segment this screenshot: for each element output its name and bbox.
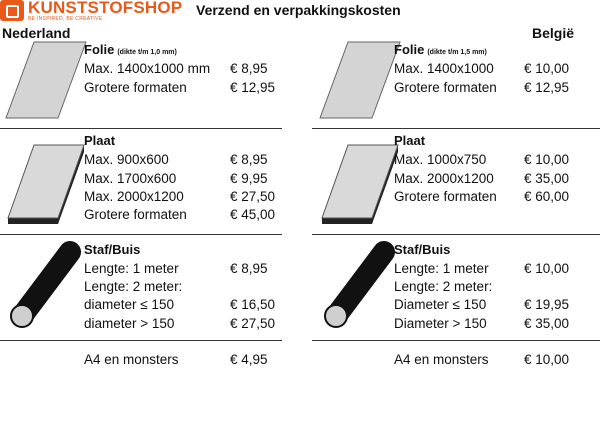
- section-title-folie: [394, 42, 487, 57]
- section-title-staf: Staf/Buis: [394, 242, 451, 257]
- price-value: € 60,00: [524, 189, 570, 204]
- price-label: Max. 1000x750: [394, 152, 487, 167]
- section-title-plaat: Plaat: [84, 133, 116, 148]
- price-value: € 12,95: [524, 80, 570, 95]
- price-label: Grotere formaten: [84, 80, 187, 95]
- price-value: € 19,95: [524, 297, 570, 312]
- country-netherlands: Nederland: [2, 25, 71, 41]
- price-value: € 9,95: [230, 171, 268, 186]
- divider: [0, 340, 282, 341]
- price-value: € 27,50: [230, 189, 276, 204]
- section-title-text: Folie: [394, 42, 425, 57]
- price-label: Diameter > 150: [394, 316, 487, 331]
- price-value: € 12,95: [230, 80, 276, 95]
- rod-icon: [4, 240, 84, 332]
- price-value: € 4,95: [230, 352, 268, 367]
- price-label: Max. 1700x600: [84, 171, 177, 186]
- logo-name: KUNSTSTOFSHOP: [28, 0, 183, 17]
- price-label: Max. 1400x1000: [394, 61, 494, 76]
- foil-sheet-icon: [4, 40, 88, 120]
- country-belgium: België: [532, 25, 575, 41]
- price-label: Max. 1400x1000 mm: [84, 61, 211, 76]
- price-label: Lengte: 2 meter:: [394, 279, 493, 294]
- price-value: € 27,50: [230, 316, 276, 331]
- section-title-staf: Staf/Buis: [84, 242, 141, 257]
- price-value: € 8,95: [230, 261, 268, 276]
- plate-icon: [318, 142, 402, 226]
- price-label: diameter > 150: [84, 316, 175, 331]
- section-note: (dikte t/m 1,5 mm): [427, 49, 487, 56]
- section-note: (dikte t/m 1,0 mm): [117, 49, 177, 56]
- price-value: € 8,95: [230, 61, 268, 76]
- page-title: Verzend en verpakkingskosten: [196, 2, 401, 18]
- price-label: Grotere formaten: [394, 189, 497, 204]
- price-value: € 10,00: [524, 152, 570, 167]
- logo-icon: [0, 0, 24, 21]
- price-label: Max. 900x600: [84, 152, 169, 167]
- price-value: € 35,00: [524, 171, 570, 186]
- plate-icon: [4, 142, 88, 226]
- price-label: Max. 2000x1200: [394, 171, 494, 186]
- price-label: Lengte: 2 meter:: [84, 279, 183, 294]
- divider: [312, 128, 600, 129]
- logo-tagline: BE INSPIRED, BE CREATIVE: [28, 16, 103, 22]
- foil-sheet-icon: [318, 40, 402, 120]
- price-value: € 35,00: [524, 316, 570, 331]
- price-label: A4 en monsters: [394, 352, 489, 367]
- divider: [0, 234, 282, 235]
- divider: [312, 234, 600, 235]
- price-value: € 8,95: [230, 152, 268, 167]
- price-value: € 10,00: [524, 61, 570, 76]
- price-label: A4 en monsters: [84, 352, 179, 367]
- section-title-folie: [84, 42, 177, 57]
- price-value: € 45,00: [230, 207, 276, 222]
- price-label: Grotere formaten: [84, 207, 187, 222]
- section-title-text: Folie: [84, 42, 115, 57]
- divider: [0, 128, 282, 129]
- price-value: € 10,00: [524, 352, 570, 367]
- price-label: Grotere formaten: [394, 80, 497, 95]
- price-value: € 10,00: [524, 261, 570, 276]
- price-label: Lengte: 1 meter: [394, 261, 489, 276]
- price-label: Diameter ≤ 150: [394, 297, 487, 312]
- price-value: € 16,50: [230, 297, 276, 312]
- price-label: Lengte: 1 meter: [84, 261, 179, 276]
- section-title-plaat: Plaat: [394, 133, 426, 148]
- price-label: diameter ≤ 150: [84, 297, 174, 312]
- divider: [312, 340, 600, 341]
- rod-icon: [318, 240, 398, 332]
- price-label: Max. 2000x1200: [84, 189, 184, 204]
